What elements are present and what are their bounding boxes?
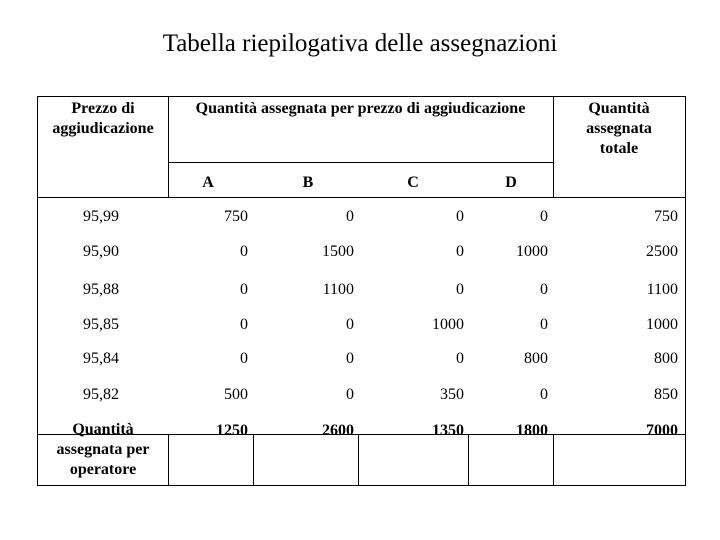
value-cell: 0 — [346, 316, 354, 333]
col-divider — [358, 434, 359, 485]
price-cell: 95,99 — [83, 208, 119, 225]
grand-total-cell: 7000 — [646, 422, 678, 439]
col-divider — [253, 434, 254, 485]
operator-total-cell: 2600 — [322, 422, 354, 439]
total-cell: 750 — [654, 208, 678, 225]
price-cell: 95,82 — [83, 386, 119, 403]
summary-table — [37, 96, 686, 486]
operator-c-header: C — [407, 174, 419, 191]
value-cell: 1100 — [322, 281, 354, 298]
price-cell: 95,84 — [83, 350, 119, 367]
operator-d-header: D — [505, 174, 517, 191]
value-cell: 0 — [456, 350, 464, 367]
total-header: Quantità assegnata totale — [586, 100, 652, 157]
page-title: Tabella riepilogativa delle assegnazioni — [162, 30, 558, 57]
price-cell: 95,90 — [83, 243, 119, 260]
price-cell: 95,85 — [83, 316, 119, 333]
value-cell: 0 — [346, 208, 354, 225]
value-cell: 0 — [346, 386, 354, 403]
col-divider — [168, 434, 169, 485]
value-cell: 750 — [224, 208, 248, 225]
total-cell: 800 — [654, 350, 678, 367]
operator-b-header: B — [302, 174, 314, 191]
value-cell: 0 — [540, 281, 548, 298]
operator-total-cell: 1250 — [216, 422, 248, 439]
group-header: Quantità assegnata per prezzo di aggiudicazione — [195, 100, 526, 117]
col-divider — [468, 434, 469, 485]
value-cell: 0 — [456, 243, 464, 260]
value-cell: 350 — [440, 386, 464, 403]
operator-a-header: A — [202, 174, 214, 191]
value-cell: 800 — [524, 350, 548, 367]
value-cell: 0 — [540, 208, 548, 225]
header-divider — [168, 162, 553, 163]
value-cell: 1000 — [516, 243, 548, 260]
value-cell: 0 — [456, 281, 464, 298]
value-cell: 0 — [240, 281, 248, 298]
operator-total-cell: 1350 — [432, 422, 464, 439]
col-divider — [553, 434, 554, 485]
footer-label: Quantità assegnata per operatore — [56, 421, 150, 478]
total-cell: 1100 — [646, 281, 678, 298]
price-header: Prezzo di aggiudicazione — [52, 100, 154, 137]
total-cell: 850 — [654, 386, 678, 403]
total-cell: 2500 — [646, 243, 678, 260]
operator-total-cell: 1800 — [516, 422, 548, 439]
value-cell: 1000 — [432, 316, 464, 333]
row-divider — [38, 197, 685, 198]
value-cell: 0 — [346, 350, 354, 367]
value-cell: 0 — [240, 316, 248, 333]
value-cell: 0 — [240, 350, 248, 367]
value-cell: 0 — [240, 243, 248, 260]
total-cell: 1000 — [646, 316, 678, 333]
value-cell: 0 — [540, 386, 548, 403]
value-cell: 0 — [456, 208, 464, 225]
value-cell: 1500 — [322, 243, 354, 260]
value-cell: 0 — [540, 316, 548, 333]
value-cell: 500 — [224, 386, 248, 403]
price-cell: 95,88 — [83, 281, 119, 298]
